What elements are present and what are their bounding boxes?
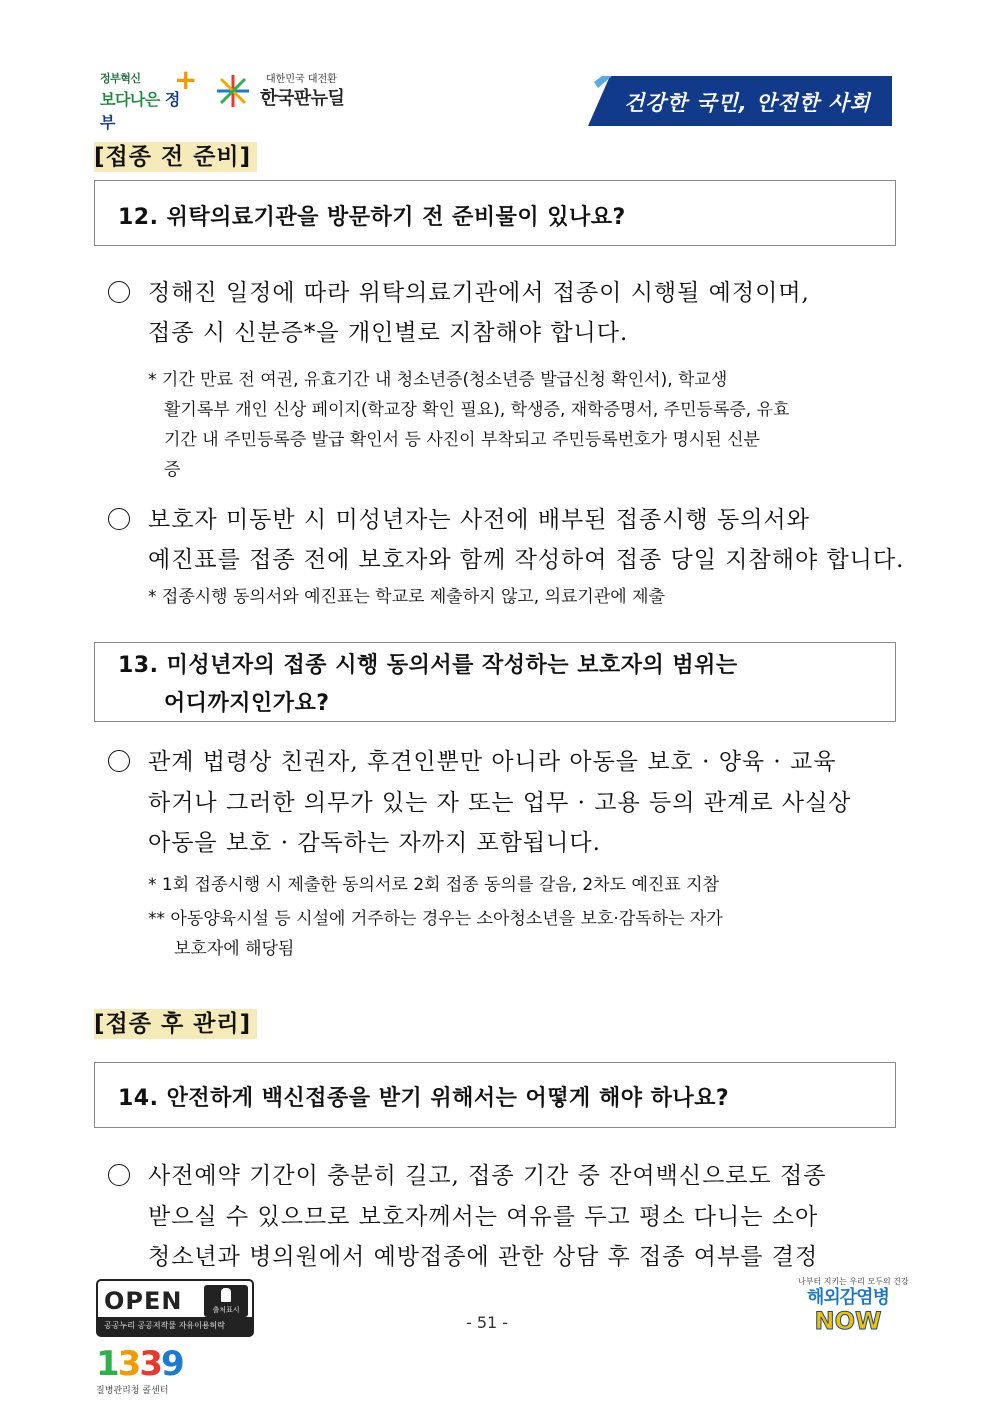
logo2-small-text: 대한민국 대전환 xyxy=(266,74,337,85)
logo1339-number: 1339 xyxy=(96,1344,183,1384)
now-word: NOW xyxy=(814,1307,882,1335)
q12-answer1-line2: 접종 시 신분증*을 개인별로 지참해야 합니다. xyxy=(148,320,629,346)
kogl-open-license-logo xyxy=(96,1279,254,1337)
section-label-after: [접종 후 관리] xyxy=(94,1009,257,1039)
question-13-title-line1: 13. 미성년자의 접종 시행 동의서를 작성하는 보호자의 범위는 xyxy=(118,653,738,678)
new-deal-star-icon xyxy=(216,74,250,108)
q13-note2-line2: 보호자에 해당됨 xyxy=(174,939,295,959)
q13-answer1-line2: 하거나 그러한 의무가 있는 자 또는 업무 · 고용 등의 관계로 사실상 xyxy=(148,790,852,816)
logo2-big-text: 한국판뉴딜 xyxy=(260,88,345,109)
q13-note1-line1: * 1회 접종시행 시 제출한 동의서로 2회 접종 동의를 갈음, 2차도 예진표 지참 xyxy=(148,875,720,895)
license-bar xyxy=(98,1317,252,1335)
bullet-circle-icon xyxy=(108,281,130,303)
q12-note1-line4: 증 xyxy=(164,460,181,480)
q14-answer1-line2: 받으실 수 있으므로 보호자께서는 여유를 두고 평소 다니는 소아 xyxy=(148,1204,819,1230)
question-14-title: 14. 안전하게 백신접종을 받기 위해서는 어떻게 해야 하나요? xyxy=(118,1086,730,1111)
question-13-title-line2: 어디까지인가요? xyxy=(164,691,330,716)
gov-innovation-logo xyxy=(100,63,198,132)
q12-answer2-line1: 보호자 미동반 시 미성년자는 사전에 배부된 접종시행 동의서와 xyxy=(148,507,810,533)
overseas-infection-now-logo xyxy=(798,1276,909,1338)
q14-answer1-line1: 사전예약 기간이 충분히 길고, 접종 기간 중 잔여백신으로도 접종 xyxy=(148,1163,827,1189)
license-bar-text: 공공누리 공공저작물 자유이용허락 xyxy=(104,1321,226,1330)
now-title: 해외감염병 xyxy=(807,1287,889,1308)
logo1-big-b: 정부 xyxy=(100,90,180,132)
logo1-big-a: 보다나은 xyxy=(100,90,160,109)
bullet-circle-icon xyxy=(108,508,130,530)
attribution-badge xyxy=(204,1285,248,1317)
plus-icon: + xyxy=(174,63,198,96)
logo1-small-text: 정부혁신 xyxy=(100,72,141,85)
page-number: - 51 - xyxy=(466,1313,509,1332)
bullet-circle-icon xyxy=(108,1164,130,1186)
now-tagline: 나부터 지키는 우리 모두의 건강 xyxy=(798,1277,909,1286)
kdca-1339-logo xyxy=(96,1345,206,1401)
q12-answer1-line1: 정해진 일정에 따라 위탁의료기관에서 접종이 시행될 예정이며, xyxy=(148,280,810,306)
q14-answer1-line3: 청소년과 병의원에서 예방접종에 관한 상담 후 접종 여부를 결정 xyxy=(148,1244,819,1270)
header-banner xyxy=(588,76,892,126)
section-label-before: [접종 전 준비] xyxy=(94,142,257,172)
open-text: OPEN xyxy=(104,1287,183,1315)
bullet-circle-icon xyxy=(108,750,130,772)
q12-note1-line1: * 기간 만료 전 여권, 유효기간 내 청소년증(청소년증 발급신청 확인서), 학교생 xyxy=(148,370,728,390)
attribution-label: 출처표시 xyxy=(212,1306,240,1314)
logo1339-caption: 질병관리청 콜센터 xyxy=(96,1386,169,1396)
q12-note2-line1: * 접종시행 동의서와 예진표는 학교로 제출하지 않고, 의료기관에 제출 xyxy=(148,587,665,607)
korean-new-deal-logo xyxy=(216,70,366,112)
person-icon xyxy=(221,1288,231,1302)
question-12-title: 12. 위탁의료기관을 방문하기 전 준비물이 있나요? xyxy=(118,205,626,230)
q12-note1-line2: 활기록부 개인 신상 페이지(학교장 확인 필요), 학생증, 재학증명서, 주민등록증, 유효 xyxy=(164,400,790,420)
q12-note1-line3: 기간 내 주민등록증 발급 확인서 등 사진이 부착되고 주민등록번호가 명시된 신분 xyxy=(164,430,760,450)
q13-note2-line1: ** 아동양육시설 등 시설에 거주하는 경우는 소아청소년을 보호·감독하는 자가 xyxy=(148,909,723,929)
q13-answer1-line1: 관계 법령상 친권자, 후견인뿐만 아니라 아동을 보호 · 양육 · 교육 xyxy=(148,749,837,775)
q12-answer2-line2: 예진표를 접종 전에 보호자와 함께 작성하여 접종 당일 지참해야 합니다. xyxy=(148,547,905,573)
q13-answer1-line3: 아동을 보호 · 감독하는 자까지 포함됩니다. xyxy=(148,830,601,856)
banner-text: 건강한 국민, 안전한 사회 xyxy=(624,91,871,115)
